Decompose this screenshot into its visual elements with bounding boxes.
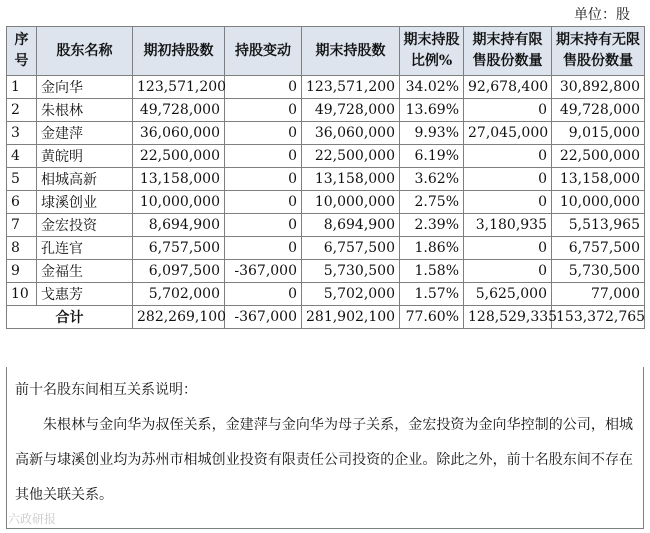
cell-restricted: 0 [464, 99, 552, 122]
cell-name: 相城高新 [37, 168, 133, 191]
notes-title: 前十名股东间相互关系说明： [15, 382, 197, 398]
table-row [7, 145, 645, 168]
watermark-logo: 六政研报 [8, 512, 57, 526]
cell-end: 5,730,500 [302, 260, 400, 283]
cell-seq: 3 [7, 122, 37, 145]
table-row [7, 76, 645, 99]
cell-change: 0 [225, 122, 302, 145]
cell-restricted: 0 [464, 237, 552, 260]
cell-ratio: 2.75% [400, 191, 464, 214]
cell-begin: 6,097,500 [133, 260, 225, 283]
table-row [7, 191, 645, 214]
cell-ratio: 9.93% [400, 122, 464, 145]
cell-seq: 10 [7, 283, 37, 306]
cell-seq: 4 [7, 145, 37, 168]
cell-unrestricted: 6,757,500 [552, 237, 645, 260]
cell-ratio: 13.69% [400, 99, 464, 122]
cell-name: 朱根林 [37, 99, 133, 122]
table-row [7, 122, 645, 145]
cell-ratio: 2.39% [400, 214, 464, 237]
total-unrestricted: 153,372,765 [552, 306, 645, 329]
total-begin: 282,269,100 [133, 306, 225, 329]
cell-ratio: 6.19% [400, 145, 464, 168]
cell-restricted: 0 [464, 168, 552, 191]
cell-seq: 5 [7, 168, 37, 191]
cell-begin: 49,728,000 [133, 99, 225, 122]
total-ratio: 77.60% [400, 306, 464, 329]
cell-end: 6,757,500 [302, 237, 400, 260]
table-row [7, 283, 645, 306]
cell-change: 0 [225, 168, 302, 191]
cell-begin: 22,500,000 [133, 145, 225, 168]
cell-ratio: 1.58% [400, 260, 464, 283]
cell-unrestricted: 9,015,000 [552, 122, 645, 145]
cell-name: 埭溪创业 [37, 191, 133, 214]
cell-change: 0 [225, 237, 302, 260]
total-restricted: 128,529,335 [464, 306, 552, 329]
cell-begin: 13,158,000 [133, 168, 225, 191]
table-row [7, 99, 645, 122]
cell-begin: 123,571,200 [133, 76, 225, 99]
header-change: 持股变动 [225, 27, 302, 76]
cell-name: 金向华 [37, 76, 133, 99]
cell-name: 戈惠芳 [37, 283, 133, 306]
table-header-row [7, 27, 645, 76]
cell-ratio: 1.57% [400, 283, 464, 306]
cell-unrestricted: 10,000,000 [552, 191, 645, 214]
cell-seq: 8 [7, 237, 37, 260]
cell-begin: 5,702,000 [133, 283, 225, 306]
header-name: 股东名称 [37, 27, 133, 76]
cell-change: 0 [225, 99, 302, 122]
header-begin: 期初持股数 [133, 27, 225, 76]
cell-ratio: 3.62% [400, 168, 464, 191]
cell-change: 0 [225, 76, 302, 99]
cell-name: 金宏投资 [37, 214, 133, 237]
header-ratio: 期末持股比例% [400, 27, 464, 76]
unit-label: 单位：股 [574, 7, 630, 23]
cell-seq: 1 [7, 76, 37, 99]
header-end: 期末持股数 [302, 27, 400, 76]
cell-ratio: 1.86% [400, 237, 464, 260]
cell-end: 8,694,900 [302, 214, 400, 237]
table-row [7, 237, 645, 260]
cell-restricted: 27,045,000 [464, 122, 552, 145]
cell-restricted: 5,625,000 [464, 283, 552, 306]
cell-unrestricted: 30,892,800 [552, 76, 645, 99]
cell-unrestricted: 13,158,000 [552, 168, 645, 191]
cell-change: 0 [225, 145, 302, 168]
cell-unrestricted: 49,728,000 [552, 99, 645, 122]
header-seq: 序号 [7, 27, 37, 76]
cell-restricted: 0 [464, 191, 552, 214]
cell-end: 49,728,000 [302, 99, 400, 122]
cell-seq: 7 [7, 214, 37, 237]
cell-end: 10,000,000 [302, 191, 400, 214]
cell-change: 0 [225, 191, 302, 214]
cell-unrestricted: 77,000 [552, 283, 645, 306]
table-row [7, 214, 645, 237]
cell-end: 36,060,000 [302, 122, 400, 145]
cell-unrestricted: 5,730,500 [552, 260, 645, 283]
cell-seq: 6 [7, 191, 37, 214]
header-unrestricted: 期末持有无限售股份数量 [552, 27, 645, 76]
cell-restricted: 0 [464, 260, 552, 283]
cell-unrestricted: 5,513,965 [552, 214, 645, 237]
total-end: 281,902,100 [302, 306, 400, 329]
header-restricted: 期末持有限售股份数量 [464, 27, 552, 76]
cell-end: 123,571,200 [302, 76, 400, 99]
total-change: -367,000 [225, 306, 302, 329]
table-row [7, 260, 645, 283]
cell-begin: 8,694,900 [133, 214, 225, 237]
cell-name: 金建萍 [37, 122, 133, 145]
notes-paragraph: 朱根林与金向华为叔侄关系，金建萍与金向华为母子关系，金宏投资为金向华控制的公司，相城高新与埭溪创业均为苏州市相城创业投资有限责任公司投资的企业。除此之外，前十名股东间不存在其他关联关系。 [15, 417, 633, 503]
cell-change: -367,000 [225, 260, 302, 283]
relationship-notes [6, 367, 644, 529]
cell-begin: 6,757,500 [133, 237, 225, 260]
cell-seq: 9 [7, 260, 37, 283]
cell-begin: 36,060,000 [133, 122, 225, 145]
cell-unrestricted: 22,500,000 [552, 145, 645, 168]
total-label: 合计 [7, 306, 133, 329]
cell-end: 22,500,000 [302, 145, 400, 168]
cell-change: 0 [225, 283, 302, 306]
cell-name: 孔连官 [37, 237, 133, 260]
shareholder-table [6, 26, 645, 329]
cell-change: 0 [225, 214, 302, 237]
cell-restricted: 92,678,400 [464, 76, 552, 99]
cell-ratio: 34.02% [400, 76, 464, 99]
cell-restricted: 3,180,935 [464, 214, 552, 237]
cell-end: 5,702,000 [302, 283, 400, 306]
cell-seq: 2 [7, 99, 37, 122]
cell-name: 黄皖明 [37, 145, 133, 168]
cell-end: 13,158,000 [302, 168, 400, 191]
total-row [7, 306, 645, 329]
table-row [7, 168, 645, 191]
cell-restricted: 0 [464, 145, 552, 168]
cell-begin: 10,000,000 [133, 191, 225, 214]
cell-name: 金福生 [37, 260, 133, 283]
